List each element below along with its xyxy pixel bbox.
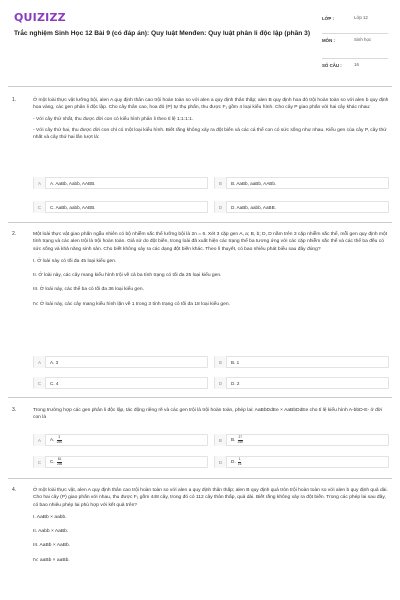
question-number: 2. (12, 231, 17, 237)
meta-table (322, 12, 388, 75)
option-letter: C (34, 201, 46, 213)
fraction-numerator: 1 (238, 457, 241, 462)
worksheet-title: Trắc nghiệm Sinh Học 12 Bài 9 (có đáp án): Quy luật Menđen: Quy luật phân li độc lập (phần 3) (14, 30, 311, 37)
fraction (57, 436, 62, 444)
quizizz-logo: QUIZIZZ (14, 11, 66, 24)
option-text: A. 3 (50, 359, 59, 365)
fraction (57, 458, 62, 466)
option-text (46, 458, 62, 466)
option-text: C. 4 (50, 380, 59, 386)
option-label: B. (231, 437, 236, 443)
option-letter: A (34, 356, 46, 368)
option-label: A. (50, 437, 55, 443)
fraction-denominator: 256 (56, 439, 62, 444)
answer-option-b[interactable] (214, 177, 389, 189)
meta-value: Sinh học (354, 37, 372, 42)
question-paragraph: Trong trường hợp các gen phân li độc lập, tác động riêng rẽ và các gen trội là trội hoàn toàn, phép lai: AaBbDdEe × AaBbDdEe cho tỉ lệ kiểu hình A-bbD-E- ở đời con là (33, 408, 383, 421)
question-paragraph: - Với cây thứ nhất, thu được đời con có kiểu hình phân li theo tỉ lệ 1:1:1:1. (33, 116, 194, 122)
option-text: B. 1 (231, 359, 240, 365)
question-text (33, 97, 389, 145)
meta-value: Lớp 12 (354, 15, 368, 20)
fraction-denominator: 256 (56, 461, 63, 466)
option-text: B. AaBb, aaBb, AABb. (231, 180, 277, 186)
option-letter: C (34, 377, 46, 389)
fraction-numerator: 81 (57, 457, 62, 462)
question-paragraph: Ở một loài thực vật, alen A quy định thân cao trội hoàn toàn so với alen a quy định thân thấp; alen B quy định quả tròn trội hoàn toàn so với alen b quy định quả dài. Cho hai cây (P) giao phấn với nhau, thu được F₁ gồm 448 cây, trong đó có 112 cây thân thấp, quả dài. Biết rằng không xảy ra đột biến. Trong các phép lai sau đây, có bao nhiêu phép lai phù hợp với kết quả trên? (33, 488, 388, 508)
question-text (33, 487, 389, 571)
meta-key: LỚP : (322, 16, 334, 21)
question-paragraph: Ở một loài thực vật lưỡng bội, alen A quy định thân cao trội hoàn toàn so với alen a quy định thân thấp; alen B quy định hoa đỏ trội hoàn toàn so với alen b quy định hoa vàng, các gen phân li độc lập. Cho cây thân cao, hoa đỏ (P) tự thụ phấn, thu được F₁ gồm 4 loại kiểu hình. Cho cây P giao phấn với hai cây khác nhau: (33, 98, 389, 111)
statement: II. Aabb × AaBb. (33, 529, 69, 535)
option-label: D. (231, 459, 236, 465)
question-divider (8, 397, 392, 398)
option-letter: A (34, 177, 46, 189)
option-letter: B (215, 177, 227, 189)
option-text (227, 436, 243, 444)
answer-option-a[interactable] (33, 356, 208, 368)
question-number: 4. (12, 487, 17, 493)
answer-option-a[interactable] (33, 177, 208, 189)
question-paragraph: - Với cây thứ hai, thu được đời con chỉ có một loại kiểu hình. Biết rằng không xảy ra đột biến và các cá thể con có sức sống như nhau. Kiểu gen của cây P, cây thứ nhất và cây thứ hai lần lượt là: (33, 127, 387, 141)
question-text (33, 231, 389, 315)
option-letter: A (34, 434, 46, 446)
question-number: 3. (12, 407, 17, 413)
answer-option-d[interactable] (214, 377, 389, 389)
statement: IV. aaBb × aaBb. (33, 557, 70, 563)
question-paragraph: Một loài thực vật giao phấn ngẫu nhiên có bộ nhiễm sắc thể lưỡng bội là 2n = 6. Xét 3 cặp gen A, a; B, b; D, D nằm trên 3 cặp nhiễm sắc thể, mỗi gen quy định một tính trạng và các alen trội là trội hoàn toàn. Giả sử do đột biến, trong loài đã xuất hiện các trạng thể ba tương ứng với các cặp nhiễm sắc thể và các thể ba đều có sức sống và khả năng sinh sản. Cho biết không xảy ra các dạng đột biến khác. Theo lí thuyết, có bao nhiêu phát biểu sau đây đúng? (33, 232, 388, 252)
fraction-numerator: 3 (58, 435, 61, 440)
statement: III. AaBb × AaBb. (33, 543, 71, 549)
question-text (33, 407, 389, 426)
answer-option-a[interactable] (33, 434, 208, 446)
answer-option-c[interactable] (33, 201, 208, 213)
option-text: C. AaBb, aabb, AABB. (50, 204, 96, 210)
statement: I. Ở loài này có tối đa 45 loại kiểu gen. (33, 258, 117, 264)
statement: II. Ở loài này, các cây mang kiểu hình trội về cả ba tính trạng có tối đa 25 loại kiểu gen. (33, 273, 222, 279)
option-label: C. (50, 459, 55, 465)
answer-option-b[interactable] (214, 356, 389, 368)
answer-option-b[interactable] (214, 434, 389, 446)
statement: III. Ở loài này, các thể ba có tối đa 36 loại kiểu gen. (33, 287, 144, 293)
fraction-denominator: 16 (237, 461, 242, 466)
fraction-denominator: 256 (237, 439, 243, 444)
fraction-numerator: 27 (238, 435, 243, 440)
option-text (46, 436, 62, 444)
question-divider (8, 478, 392, 479)
answer-option-c[interactable] (33, 377, 208, 389)
option-letter: C (34, 456, 46, 468)
answer-option-d[interactable] (214, 201, 389, 213)
option-letter: D (215, 377, 227, 389)
meta-key: SỐ CÂU : (322, 63, 342, 68)
meta-value: 16 (354, 62, 359, 67)
option-letter: B (215, 434, 227, 446)
meta-row-subject (322, 34, 388, 59)
option-letter: D (215, 201, 227, 213)
meta-key: MÔN : (322, 38, 335, 43)
fraction (238, 458, 242, 466)
option-text (227, 458, 241, 466)
question-number: 1. (12, 97, 17, 103)
header-divider (8, 86, 392, 87)
option-letter: D (215, 456, 227, 468)
answer-option-c[interactable] (33, 456, 208, 468)
fraction (238, 436, 243, 444)
meta-row-count (322, 59, 388, 75)
meta-row-class (322, 12, 388, 34)
answer-option-d[interactable] (214, 456, 389, 468)
option-text: D. 2 (231, 380, 240, 386)
option-text: D. AaBb, aabb, AaBB. (231, 204, 276, 210)
statement: IV. Ở loài này, các cây mang kiểu hình lặn về 1 trong 3 tính trạng có tối đa 18 loại kiểu gen. (33, 301, 230, 307)
question-divider (8, 222, 392, 223)
statement: I. AaBb × aabb. (33, 514, 67, 520)
option-text: A. AaBb, Aabb, AABB. (50, 180, 96, 186)
option-letter: B (215, 356, 227, 368)
